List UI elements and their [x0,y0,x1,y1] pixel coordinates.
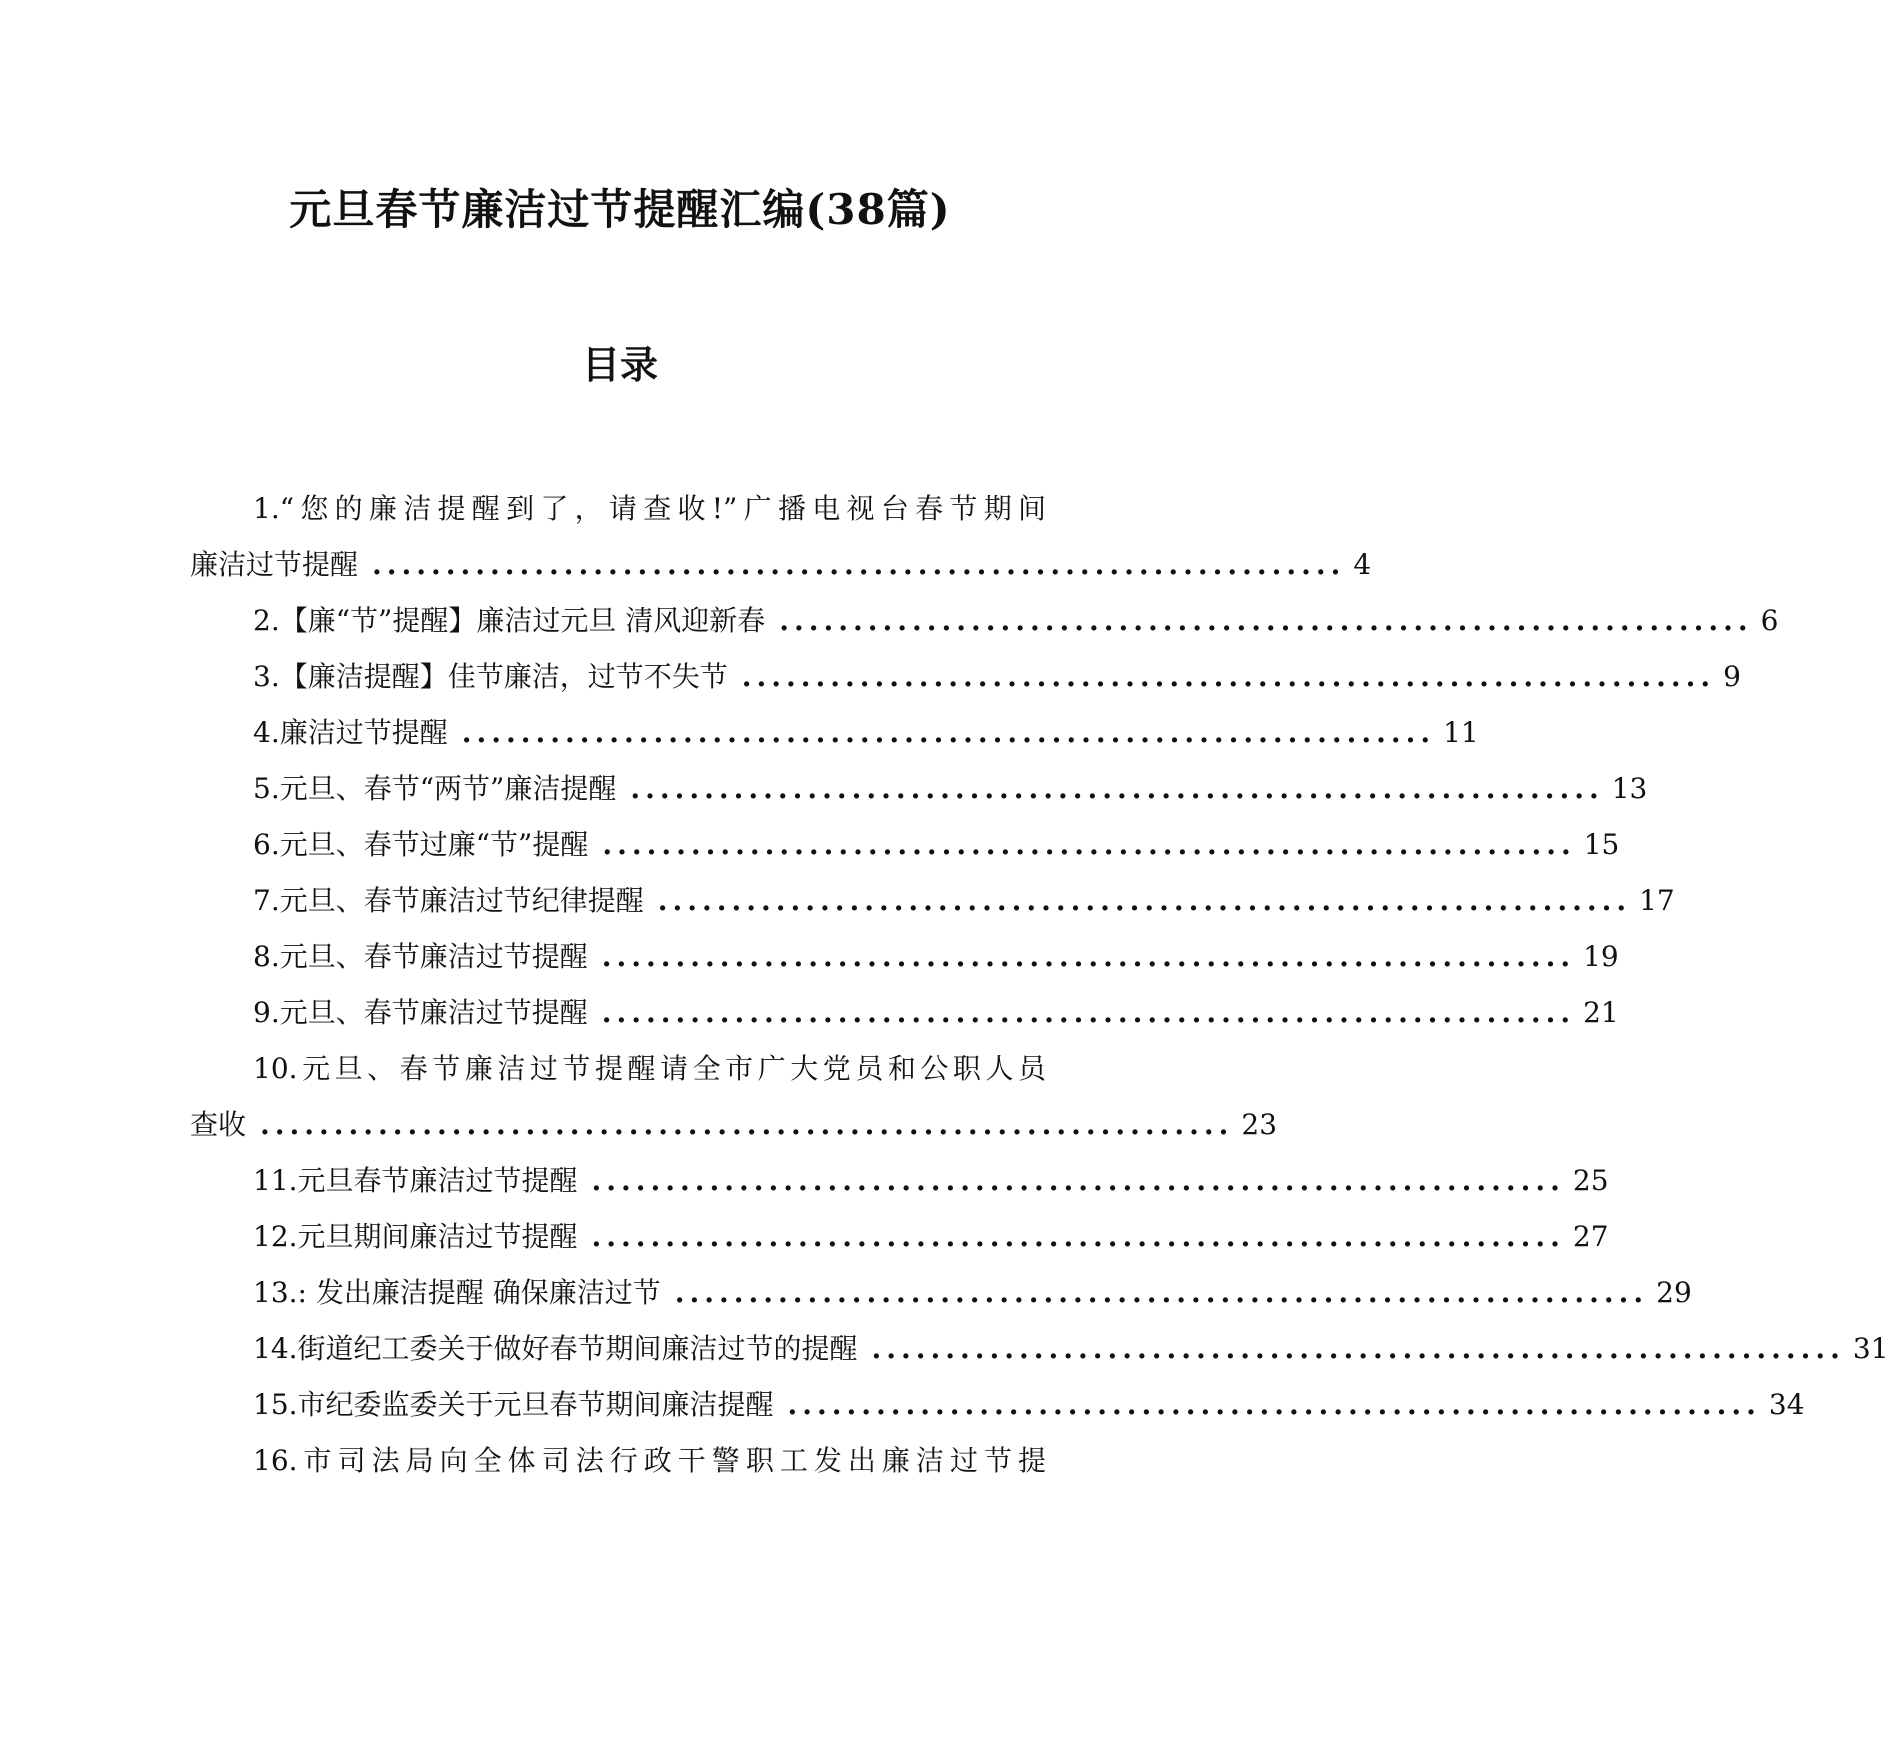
toc-page-number: 29 [1656,1276,1692,1309]
dot-leader: .................................................................. [601,996,1576,1029]
toc-entry-1-line1[interactable] [190,481,1046,537]
toc-entry-text: 4.廉洁过节提醒 [253,716,448,749]
toc-page-number: 4 [1353,548,1372,581]
toc-page-number: 13 [1611,772,1648,805]
toc-entry-text: 9.元旦、春节廉洁过节提醒 [253,996,588,1029]
toc-entry-9[interactable] [190,985,1619,1041]
dot-leader: .................................................................. [602,828,1576,861]
toc-page-number: 6 [1760,604,1779,637]
toc-entry-text: 11.元旦春节廉洁过节提醒 [253,1164,578,1197]
toc-entry-text: 1.“您的廉洁提醒到了，请查收!”广播电视台春节期间 [253,492,1046,525]
dot-leader: .................................................................. [591,1220,1565,1253]
toc-entry-text: 13.: 发出廉洁提醒 确保廉洁过节 [253,1276,661,1309]
toc-entry-7[interactable] [190,873,1675,929]
dot-leader: .................................................................. [601,940,1576,973]
toc-entry-14[interactable] [190,1321,1889,1377]
dot-leader: .................................................................. [461,716,1436,749]
toc-entry-4[interactable] [190,705,1479,761]
toc-entry-text: 5.元旦、春节“两节”廉洁提醒 [253,772,617,805]
toc-entry-8[interactable] [190,929,1619,985]
toc-entry-text: 廉洁过节提醒 [190,548,359,581]
toc-entry-10-line1[interactable] [190,1041,1046,1097]
toc-page-number: 11 [1443,716,1479,749]
toc-entry-text: 14.街道纪工委关于做好春节期间廉洁过节的提醒 [253,1332,858,1365]
toc-page-number: 27 [1572,1220,1609,1253]
toc-entry-text: 10.元旦、春节廉洁过节提醒请全市广大党员和公职人员 [253,1052,1046,1085]
table-of-contents [190,481,1889,1489]
toc-page-number: 17 [1639,884,1675,917]
toc-page-number: 21 [1583,996,1619,1029]
toc-entry-2[interactable] [190,593,1779,649]
toc-entry-16-line1[interactable] [190,1433,1046,1489]
toc-entry-text: 2.【廉“节”提醒】廉洁过元旦 清风迎新春 [253,604,766,637]
toc-page-number: 25 [1572,1164,1609,1197]
toc-entry-3[interactable] [190,649,1741,705]
dot-leader: .................................................................. [591,1164,1565,1197]
toc-entry-13[interactable] [190,1265,1692,1321]
toc-page-number: 9 [1723,660,1741,693]
toc-entry-text: 16.市司法局向全体司法行政干警职工发出廉洁过节提 [253,1444,1046,1477]
toc-entry-5[interactable] [190,761,1648,817]
toc-entry-text: 7.元旦、春节廉洁过节纪律提醒 [253,884,644,917]
toc-entry-text: 12.元旦期间廉洁过节提醒 [253,1220,578,1253]
document-title: 元旦春节廉洁过节提醒汇编(38篇) [289,185,951,234]
toc-entry-1-line2[interactable] [190,537,1372,593]
toc-entry-10-line2[interactable] [190,1097,1278,1153]
toc-entry-text: 15.市纪委监委关于元旦春节期间廉洁提醒 [253,1388,774,1421]
toc-entry-6[interactable] [190,817,1620,873]
dot-leader: .................................................................. [372,548,1346,581]
dot-leader: .................................................................. [787,1388,1761,1421]
toc-page-number: 31 [1852,1332,1889,1365]
dot-leader: .................................................................. [779,604,1753,637]
toc-entry-15[interactable] [190,1377,1805,1433]
toc-heading: 目录 [581,342,658,387]
toc-page-number: 19 [1583,940,1619,973]
toc-page-number: 15 [1583,828,1620,861]
dot-leader: .................................................................. [630,772,1604,805]
toc-page-number: 34 [1768,1388,1805,1421]
toc-page-number: 23 [1241,1108,1278,1141]
toc-entry-11[interactable] [190,1153,1609,1209]
dot-leader: .................................................................. [741,660,1716,693]
dot-leader: .................................................................. [657,884,1632,917]
toc-entry-text: 6.元旦、春节过廉“节”提醒 [253,828,589,861]
toc-entry-text: 查收 [190,1108,247,1141]
dot-leader: .................................................................. [674,1276,1649,1309]
dot-leader: .................................................................. [871,1332,1845,1365]
toc-entry-text: 8.元旦、春节廉洁过节提醒 [253,940,588,973]
dot-leader: .................................................................. [260,1108,1234,1141]
toc-entry-text: 3.【廉洁提醒】佳节廉洁，过节不失节 [253,660,728,693]
toc-entry-12[interactable] [190,1209,1609,1265]
